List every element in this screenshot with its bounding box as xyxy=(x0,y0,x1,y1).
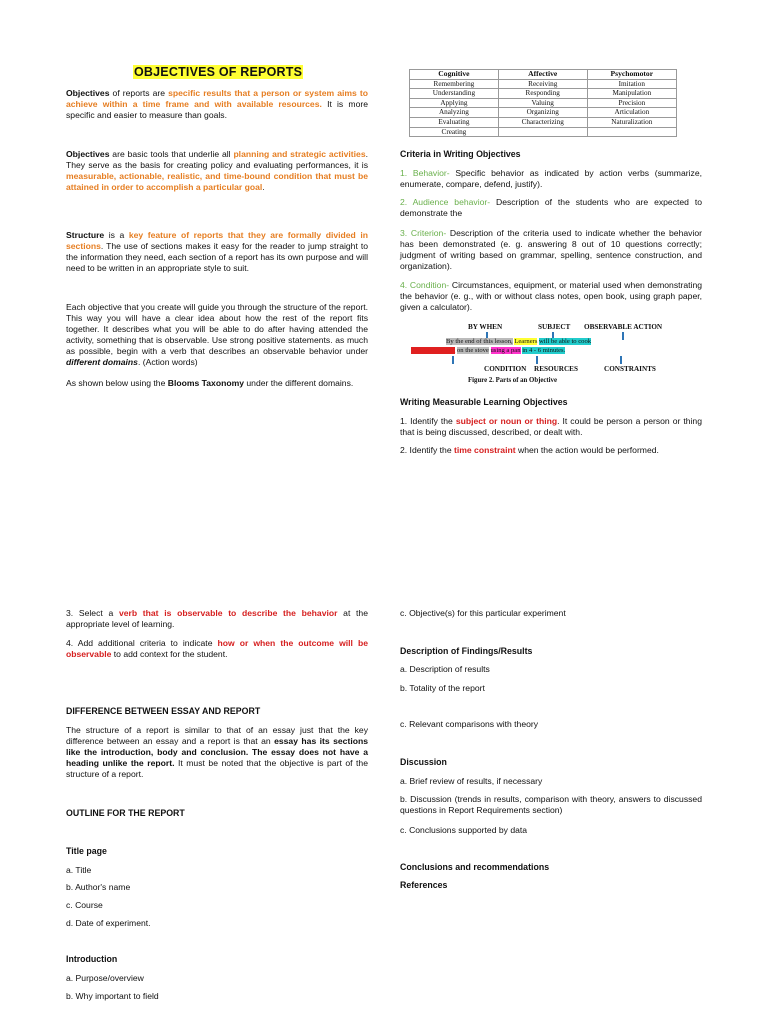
table-row xyxy=(410,79,677,89)
writing-step-1: 1. Identify the subject or noun or thing. It could be person a person or thing that is being discussed, described, or dealt with. xyxy=(400,416,702,437)
table-row xyxy=(410,108,677,118)
figure-label-subject: SUBJECT xyxy=(538,323,571,331)
table-header-cell: Affective xyxy=(498,70,587,80)
page-title: OBJECTIVES OF REPORTS xyxy=(134,65,303,79)
figure-label-observable-action: OBSERVABLE ACTION xyxy=(584,323,663,331)
table-cell: Precision xyxy=(587,98,676,108)
arrow-icon xyxy=(620,356,622,364)
figure-label-constraints: CONSTRAINTS xyxy=(604,365,656,373)
list-item: a. Description of results xyxy=(400,664,490,674)
table-row xyxy=(410,117,677,127)
table-cell: Imitation xyxy=(587,79,676,89)
blooms-paragraph: As shown below using the Blooms Taxonomy under the different domains. xyxy=(66,378,354,388)
table-header-cell: Psychomotor xyxy=(587,70,676,80)
table-cell xyxy=(587,127,676,137)
figure-label-condition: CONDITION xyxy=(484,365,527,373)
table-cell: Evaluating xyxy=(410,117,499,127)
table-cell: Responding xyxy=(498,89,587,99)
list-item: c. Conclusions supported by data xyxy=(400,825,528,835)
figure-label-by-when: BY WHEN xyxy=(468,323,503,331)
writing-step-3: 3. Select a verb that is observable to describe the behavior at the appropriate level of learning. xyxy=(66,608,368,629)
criteria-condition: 4. Condition- Circumstances, equipment, or material used when demonstrating the behavior (e. g., with or without class notes, open book, using graph paper, given a calculator). xyxy=(400,280,702,312)
table-cell: Receiving xyxy=(498,79,587,89)
figure-example-row-1: By the end of this lesson, Learners will be able to cook xyxy=(446,338,592,345)
criteria-criterion: 3. Criterion- Description of the criteria used to indicate whether the behavior has been demonstrated (e. g. answering 8 out of 10 questions correctly; judgment of writing based on grammar, spelling, sentence construction, and organization). xyxy=(400,228,702,271)
references-heading: References xyxy=(400,880,448,890)
conclusions-heading: Conclusions and recommendations xyxy=(400,862,550,872)
table-cell: Articulation xyxy=(587,108,676,118)
list-item: b. Totality of the report xyxy=(400,683,485,693)
list-item: d. Date of experiment. xyxy=(66,918,151,928)
figure-label-resources: RESOURCES xyxy=(534,365,578,373)
table-cell: Applying xyxy=(410,98,499,108)
list-item: b. Why important to field xyxy=(66,991,159,1001)
blooms-taxonomy-table xyxy=(409,69,677,137)
objective-guide-paragraph: Each objective that you create will guide you through the structure of the report. This way you will have a clear idea about how the rest of the report fits together. It describes what you will be able to do after having attended the activity, something that is observable. Use strong positive statements. as much as possible, begin with a verb that describes an observable behavior under different domains. (Action words) xyxy=(66,302,368,367)
parts-of-objective-figure xyxy=(408,320,704,390)
table-cell: Valuing xyxy=(498,98,587,108)
table-row xyxy=(410,89,677,99)
table-cell: Naturalization xyxy=(587,117,676,127)
table-cell: Organizing xyxy=(498,108,587,118)
title-page-heading: Title page xyxy=(66,846,107,856)
introduction-heading: Introduction xyxy=(66,954,118,964)
table-cell: Characterizing xyxy=(498,117,587,127)
writing-step-4: 4. Add additional criteria to indicate how or when the outcome will be observable to add context for the student. xyxy=(66,638,368,659)
list-item: a. Purpose/overview xyxy=(66,973,144,983)
table-header-cell: Cognitive xyxy=(410,70,499,80)
discussion-heading: Discussion xyxy=(400,757,447,767)
arrow-icon xyxy=(452,356,454,364)
arrow-icon xyxy=(536,356,538,364)
list-item: c. Relevant comparisons with theory xyxy=(400,719,539,729)
table-cell: Remembering xyxy=(410,79,499,89)
table-header-row xyxy=(410,70,677,80)
table-cell: Analyzing xyxy=(410,108,499,118)
table-cell: Creating xyxy=(410,127,499,137)
table-cell: Manipulation xyxy=(587,89,676,99)
table-row xyxy=(410,98,677,108)
list-item: c. Course xyxy=(66,900,103,910)
table-cell: Understanding xyxy=(410,89,499,99)
criteria-behavior: 1. Behavior- Specific behavior as indicated by action verbs (summarize, enumerate, compare, defend, justify). xyxy=(400,168,702,189)
writing-step-2: 2. Identify the time constraint when the action would be performed. xyxy=(400,445,659,455)
structure-paragraph: Structure is a key feature of reports that they are formally divided in sections. The use of sections makes it easy for the reader to jump straight to the information they need, each section of a report has its own purpose and will need to be written in an appropriate style to suit. xyxy=(66,230,368,273)
list-item: b. Author's name xyxy=(66,882,131,892)
table-row xyxy=(410,127,677,137)
list-item: b. Discussion (trends in results, comparison with theory, answers to discussed questions in Report Requirements section) xyxy=(400,794,702,815)
figure-example-row-2: a soft-boiled egg on the stove using a pan in 4 - 6 minutes. xyxy=(411,347,566,354)
list-item: a. Title xyxy=(66,865,92,875)
table-cell xyxy=(498,127,587,137)
list-item: a. Brief review of results, if necessary xyxy=(400,776,543,786)
findings-heading: Description of Findings/Results xyxy=(400,646,533,656)
writing-objectives-heading: Writing Measurable Learning Objectives xyxy=(400,397,568,407)
list-item: c. Objective(s) for this particular experiment xyxy=(400,608,566,618)
objectives-tools: Objectives are basic tools that underlie all planning and strategic activities. They serve as the basis for creating policy and evaluating performances, it is measurable, actionable, realistic, and time-bound condition that must be attained in order to accomplish a particular goal. xyxy=(66,149,369,192)
objectives-definition: Objectives of reports are specific results that a person or system aims to achieve within a time frame and with available resources. It is more specific and easier to measure than goals. xyxy=(66,88,368,120)
figure-caption: Figure 2. Parts of an Objective xyxy=(468,377,557,384)
criteria-audience: 2. Audience behavior- Description of the students who are expected to demonstrate the xyxy=(400,197,702,218)
outline-heading: OUTLINE FOR THE REPORT xyxy=(66,808,185,818)
arrow-icon xyxy=(622,332,624,340)
difference-paragraph: The structure of a report is similar to that of an essay just that the key difference between an essay and a report is that an essay has its sections like the introduction, body and conclusion. The essay does not have a heading unlike the report. It must be noted that the objective is part of the structure of a report. xyxy=(66,725,368,779)
criteria-heading: Criteria in Writing Objectives xyxy=(400,149,521,159)
difference-heading: DIFFERENCE BETWEEN ESSAY AND REPORT xyxy=(66,706,261,716)
